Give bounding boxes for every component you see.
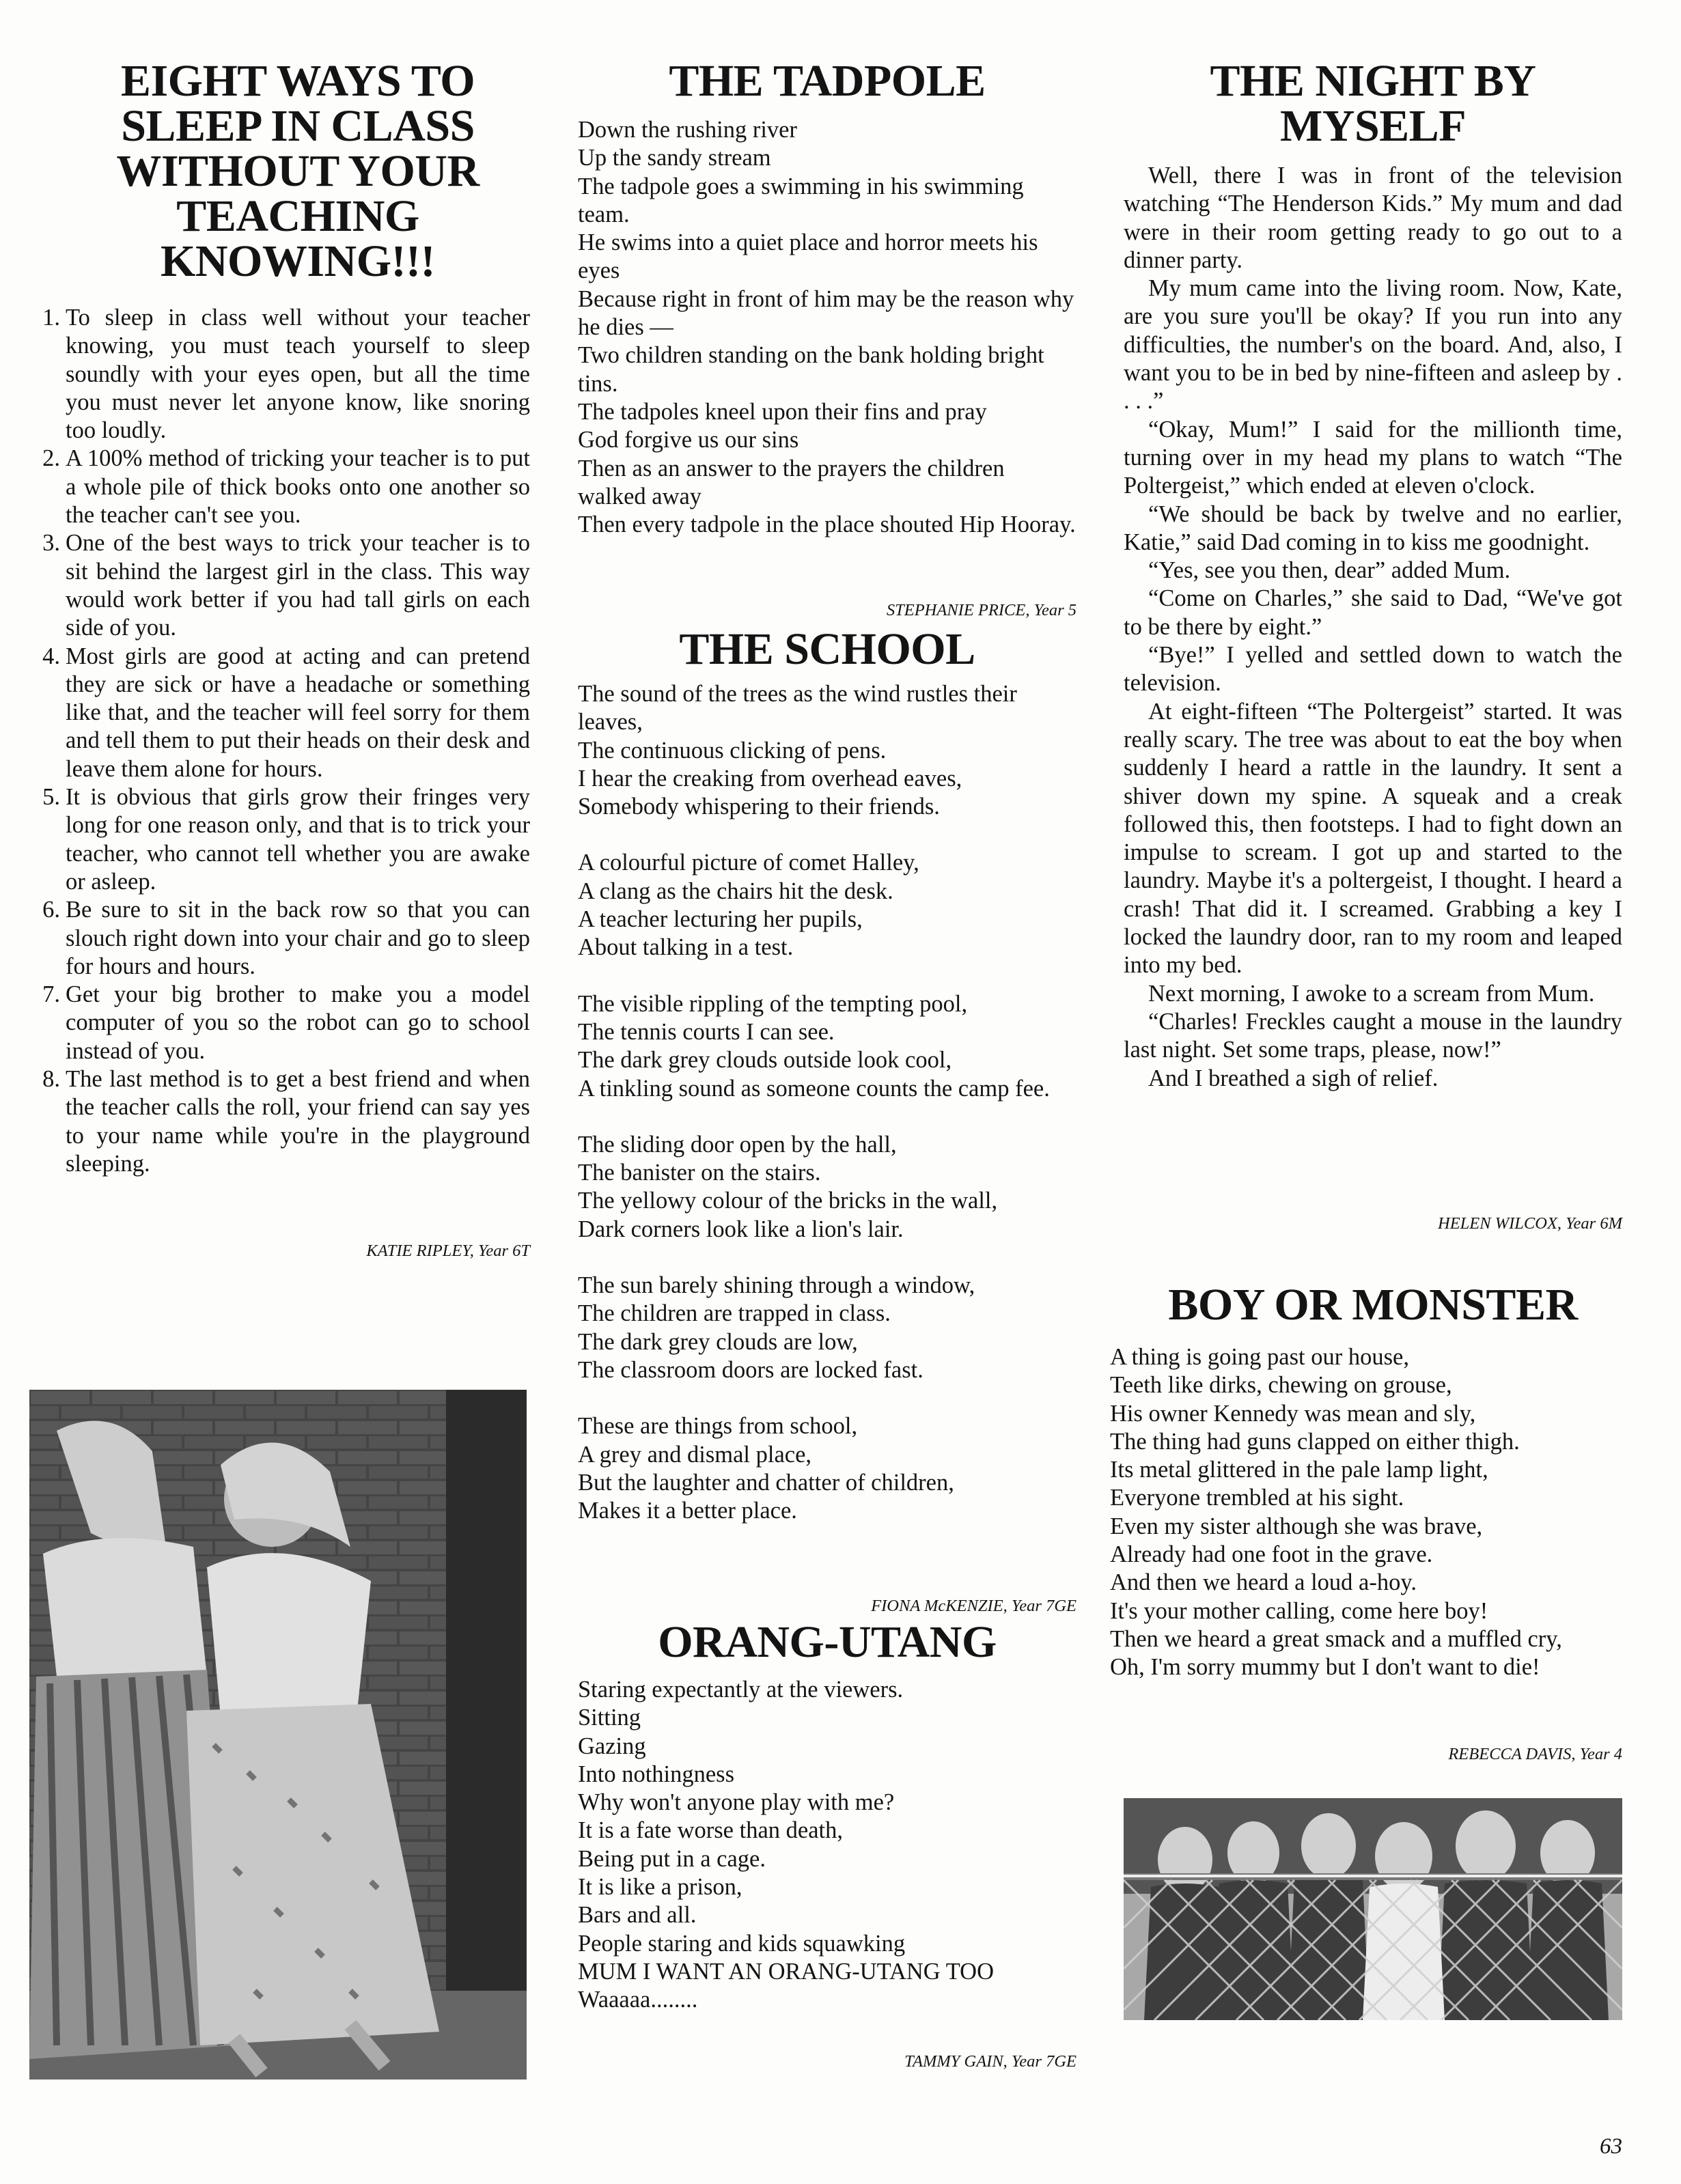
poem-line: Already had one foot in the grave. xyxy=(1110,1541,1433,1568)
poem-line: It is like a prison, xyxy=(578,1874,742,1901)
stanza xyxy=(578,1131,1076,1244)
story-paragraph: “Okay, Mum!” I said for the millionth time, turning over in my head my plans to watch “The Poltergeist,” which ended at eleven o'clock. xyxy=(1124,416,1622,499)
stanza xyxy=(578,1272,1076,1384)
poem-line: A tinkling sound as someone counts the camp fee. xyxy=(578,1075,1050,1102)
poem-line: A thing is going past our house, xyxy=(1110,1344,1409,1370)
story-paragraph: And I breathed a sigh of relief. xyxy=(1148,1065,1439,1091)
list-number: 5. xyxy=(42,784,60,811)
list-item xyxy=(42,304,530,445)
poem-line: Then as an answer to the prayers the children walked away xyxy=(578,455,1011,509)
list-text: A 100% method of tricking your teacher is to put a whole pile of thick books onto one another so the teacher can't see you. xyxy=(66,445,530,529)
story-paragraph: Next morning, I awoke to a scream from Mum. xyxy=(1148,980,1595,1007)
sleep-title: EIGHT WAYS TO SLEEP IN CLASS WITHOUT YOUR TEACHING KNOWING!!! xyxy=(116,56,480,286)
poem-line: Gazing xyxy=(578,1733,646,1759)
photo-kids-fence xyxy=(1124,1798,1622,2020)
boy-poem xyxy=(1110,1343,1622,1682)
list-item xyxy=(42,529,530,642)
story-paragraph: “Bye!” I yelled and settled down to watch the television. xyxy=(1124,642,1622,697)
poem-line: The tadpole goes a swimming in his swimming team. xyxy=(578,173,1030,227)
poem-line: The dark grey clouds are low, xyxy=(578,1328,858,1355)
poem-line: Down the rushing river xyxy=(578,117,797,143)
poem-line: The tadpoles kneel upon their fins and pray xyxy=(578,398,987,425)
stanza xyxy=(578,990,1076,1103)
story-paragraph: My mum came into the living room. Now, Kate, are you sure you'll be okay? If you run into any difficulties, the number's on the board. And, also, I want you to be in bed by nine-fifteen and asleep by . . . .” xyxy=(1124,275,1622,415)
stanza xyxy=(578,849,1076,962)
school-poem xyxy=(578,680,1076,1525)
poem-line: Teeth like dirks, chewing on grouse, xyxy=(1110,1372,1452,1399)
poem-line: A colourful picture of comet Halley, xyxy=(578,850,919,876)
poem-line: People staring and kids squawking xyxy=(578,1930,906,1957)
sleep-list-block xyxy=(42,304,530,1178)
list-number: 1. xyxy=(42,305,60,331)
school-title: THE SCHOOL xyxy=(679,624,975,674)
poem-line: The dark grey clouds outside look cool, xyxy=(578,1047,952,1074)
poem-line: The sliding door open by the hall, xyxy=(578,1131,897,1158)
school-author: FIONA McKENZIE, Year 7GE xyxy=(871,1597,1076,1615)
story-paragraph: “Come on Charles,” she said to Dad, “We've got to be there by eight.” xyxy=(1124,585,1622,640)
poem-line: He swims into a quiet place and horror meets his eyes xyxy=(578,229,1044,284)
poem-line: Up the sandy stream xyxy=(578,145,771,171)
list-text: One of the best ways to trick your teacher is to sit behind the largest girl in the class. This way would work better if you had tall girls on each side of you. xyxy=(66,530,530,641)
boy-title: BOY OR MONSTER xyxy=(1168,1280,1578,1330)
poem-line: The tennis courts I can see. xyxy=(578,1018,835,1045)
poem-line: The thing had guns clapped on either thigh. xyxy=(1110,1428,1520,1455)
poem-line: The banister on the stairs. xyxy=(578,1160,821,1186)
poem-line: Its metal glittered in the pale lamp light, xyxy=(1110,1457,1488,1483)
kids-fence-image xyxy=(1124,1798,1622,2020)
list-item xyxy=(42,1065,530,1178)
poem-line: The yellowy colour of the bricks in the wall, xyxy=(578,1188,998,1214)
list-number: 6. xyxy=(42,897,60,923)
photo-girls-dancing xyxy=(29,1390,527,2080)
poem-line: Everyone trembled at his sight. xyxy=(1110,1485,1404,1511)
list-item xyxy=(42,896,530,981)
poem-line: The classroom doors are locked fast. xyxy=(578,1356,923,1383)
stanza xyxy=(578,680,1076,821)
tadpole-author: STEPHANIE PRICE, Year 5 xyxy=(886,601,1076,619)
boy-author: REBECCA DAVIS, Year 4 xyxy=(1448,1745,1622,1763)
list-number: 4. xyxy=(42,643,60,669)
poem-line: Sitting xyxy=(578,1705,641,1731)
story-paragraph: At eight-fifteen “The Poltergeist” started. It was really scary. The tree was about to eat the boy when suddenly I heard a rattle in the laundry. It sent a shiver down my spine. A squeak and a creak followed this, then footsteps. I had to fight down an impulse to scream. I got up and started to the laundry. Maybe it's a poltergeist, I thought. I heard a crash! That did it. I screamed. Grabbing a key I locked the laundry door, ran to my room and leaped into my bed. xyxy=(1124,698,1622,979)
poem-line: Then every tadpole in the place shouted Hip Hooray. xyxy=(578,512,1076,538)
poem-line: Two children standing on the bank holding bright tins. xyxy=(578,342,1051,397)
poem-line: A teacher lecturing her pupils, xyxy=(578,906,863,933)
poem-line: It is a fate worse than death, xyxy=(578,1817,843,1844)
poem-line: Being put in a cage. xyxy=(578,1845,766,1872)
poem-line: Because right in front of him may be the reason why he dies — xyxy=(578,285,1080,341)
poem-line: About talking in a test. xyxy=(578,934,794,961)
poem-line: Makes it a better place. xyxy=(578,1498,797,1524)
dancing-girls-image xyxy=(29,1390,527,2080)
sleep-list xyxy=(42,304,530,1178)
list-text: Most girls are good at acting and can pretend they are sick or have a headache or something like that, and the teacher will feel sorry for them and tell them to put their heads on their desk and leave them alone for hours. xyxy=(66,643,530,782)
list-text: The last method is to get a best friend and when the teacher calls the roll, your friend can say yes to your name while you're in the playground sleeping. xyxy=(66,1066,530,1177)
poem-line: These are things from school, xyxy=(578,1413,858,1440)
poem-line: Oh, I'm sorry mummy but I don't want to die! xyxy=(1110,1654,1540,1681)
poem-line: It's your mother calling, come here boy! xyxy=(1110,1597,1488,1624)
poem-line: His owner Kennedy was mean and sly, xyxy=(1110,1400,1476,1427)
list-item xyxy=(42,981,530,1065)
story-paragraph: Well, there I was in front of the television watching “The Henderson Kids.” My mum and dad were in their room getting ready to go out to a dinner party. xyxy=(1124,163,1622,273)
poem-line: But the laughter and chatter of children, xyxy=(578,1469,954,1496)
story-paragraph: “Charles! Freckles caught a mouse in the laundry last night. Set some traps, please, now!” xyxy=(1124,1008,1622,1063)
list-number: 2. xyxy=(42,445,60,472)
poem-line: The children are trapped in class. xyxy=(578,1300,891,1327)
poem-line: A clang as the chairs hit the desk. xyxy=(578,878,893,904)
list-item xyxy=(42,445,530,529)
night-author: HELEN WILCOX, Year 6M xyxy=(1438,1214,1622,1233)
stanza xyxy=(578,1412,1076,1525)
night-story xyxy=(1124,162,1622,1093)
sleep-author: KATIE RIPLEY, Year 6T xyxy=(366,1242,530,1260)
poem-line: Into nothingness xyxy=(578,1761,735,1787)
poem-line: The continuous clicking of pens. xyxy=(578,737,887,764)
poem-line: Staring expectantly at the viewers. xyxy=(578,1677,904,1703)
poem-line: Somebody whispering to their friends. xyxy=(578,794,940,820)
list-text: Be sure to sit in the back row so that you can slouch right down into your chair and go to sleep for hours and hours. xyxy=(66,897,530,979)
poem-line: I hear the creaking from overhead eaves, xyxy=(578,765,962,792)
tadpole-title: THE TADPOLE xyxy=(669,56,986,106)
list-number: 7. xyxy=(42,981,60,1008)
poem-line: The visible rippling of the tempting pool, xyxy=(578,990,968,1017)
story-paragraph: “We should be back by twelve and no earlier, Katie,” said Dad coming in to kiss me goodnight. xyxy=(1124,501,1622,555)
orang-author: TAMMY GAIN, Year 7GE xyxy=(904,2052,1076,2071)
list-number: 3. xyxy=(42,530,60,557)
poem-line: And then we heard a loud a-hoy. xyxy=(1110,1569,1417,1596)
poem-line: The sun barely shining through a window, xyxy=(578,1272,975,1299)
list-text: It is obvious that girls grow their fringes very long for one reason only, and that is to trick your teacher, who cannot tell whether you are awake or asleep. xyxy=(66,784,530,895)
list-item xyxy=(42,783,530,896)
poem-line: Even my sister although she was brave, xyxy=(1110,1513,1483,1539)
list-text: Get your big brother to make you a model computer of you so the robot can go to school instead of you. xyxy=(66,981,530,1064)
tadpole-poem xyxy=(578,116,1080,539)
poem-line: Dark corners look like a lion's lair. xyxy=(578,1216,904,1242)
poem-line: Waaaaa........ xyxy=(578,1987,698,2013)
list-text: To sleep in class well without your teacher knowing, you must teach yourself to sleep soundly with your eyes open, but all the time you must never let anyone know, like snoring too loudly. xyxy=(66,305,530,444)
night-title: THE NIGHT BY MYSELF xyxy=(1210,56,1536,151)
poem-line: God forgive us our sins xyxy=(578,427,799,453)
poem-line: A grey and dismal place, xyxy=(578,1441,812,1468)
orang-title: ORANG-UTANG xyxy=(658,1617,997,1667)
story-paragraph: “Yes, see you then, dear” added Mum. xyxy=(1148,557,1511,584)
poem-line: Then we heard a great smack and a muffled cry, xyxy=(1110,1625,1562,1652)
list-number: 8. xyxy=(42,1066,60,1093)
poem-line: Bars and all. xyxy=(578,1902,697,1929)
orang-poem xyxy=(578,1676,1076,2015)
list-item xyxy=(42,643,530,783)
poem-line: Why won't anyone play with me? xyxy=(578,1789,895,1816)
poem-line: MUM I WANT AN ORANG-UTANG TOO xyxy=(578,1958,994,1985)
poem-line: The sound of the trees as the wind rustles their leaves, xyxy=(578,681,1023,736)
page-number: 63 xyxy=(1600,2134,1622,2159)
